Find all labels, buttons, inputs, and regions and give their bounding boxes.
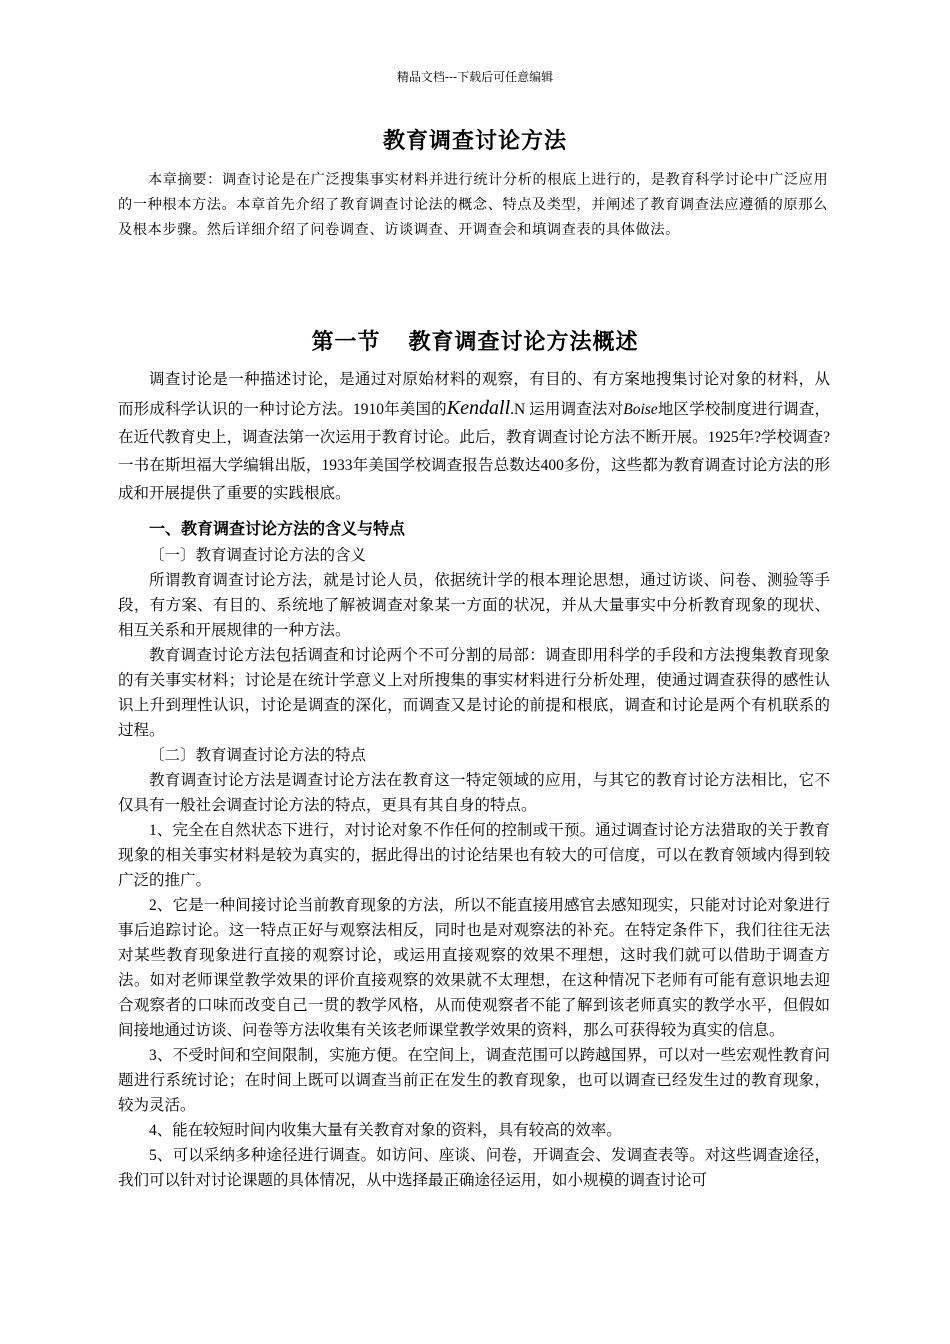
- subheading-1: 〔一〕教育调查讨论方法的含义: [149, 547, 367, 564]
- section-name: 教育调查讨论方法概述: [408, 330, 639, 355]
- subheading-2: 〔二〕教育调查讨论方法的特点: [149, 747, 367, 764]
- section-title: [0, 325, 950, 356]
- document-title: 教育调查讨论方法: [382, 129, 567, 154]
- feature-item-2: 2、它是一种间接讨论当前教育现象的方法，所以不能直接用感官去感知现实，只能对讨论对象进行事后追踪讨论。这一特点正好与观察法相反，同时也是对观察法的补充。在特定条件下，我们往往无法对某些教育现象进行直接的观察讨论，或运用直接观察的效果不理想，这时我们就可以借助于调查方法。如对老师课堂教学效果的评价直接观察的效果就不太理想，在这种情况下老师有可能有意识地去迎合观察者的口味而改变自己一贯的教学风格，从而使观察者不能了解到该老师真实的教学水平，但假如间接地通过访谈、问卷等方法收集有关该老师课堂教学效果的资料，那么可获得较为真实的信息。: [118, 897, 830, 1039]
- feature-item-3: 3、不受时间和空间限制，实施方便。在空间上，调查范围可以跨越国界，可以对一些宏观性教育问题进行系统讨论；在时间上既可以调查当前正在发生的教育现象，也可以调查已经发生过的教育现象，较为灵活。: [118, 1047, 830, 1114]
- heading-1: 一、教育调查讨论方法的含义与特点: [149, 519, 406, 538]
- paragraph-definition-2: 教育调查讨论方法包括调查和讨论两个不可分割的局部：调查即用科学的手段和方法搜集教育现象的有关事实材料；讨论是在统计学意义上对所搜集的事实材料进行分析处理，使通过调查获得的感性认识上升到理性认识，讨论是调查的深化，而调查又是讨论的前提和根底，调查和讨论是两个有机联系的过程。: [118, 647, 830, 739]
- intro-paragraph: 调查讨论是一种描述讨论，是通过对原始材料的观察，有目的、有方案地搜集讨论对象的材料，从而形成科学认识的一种讨论方法。1910年美国的Kendall.N 运用调查法对Boise地区学校制度进行调查，在近代教育史上，调查法第一次运用于教育讨论。此后，教育调查讨论方法不断开展。1925年?学校调查?一书在斯坦福大学编辑出版，1933年美国学校调查报告总数达400多份，这些都为教育调查讨论方法的形成和开展提供了重要的实践根底。: [118, 371, 830, 502]
- abstract: [118, 168, 830, 243]
- section-number: 第一节: [311, 330, 381, 355]
- kendall-name: Kendall: [446, 397, 511, 419]
- body-text: [118, 366, 830, 508]
- feature-item-4: 4、能在较短时间内收集大量有关教育对象的资料，具有较高的效率。: [149, 1122, 622, 1139]
- feature-item-1: 1、完全在自然状态下进行，对讨论对象不作任何的控制或干预。通过调查讨论方法猎取的关于教育现象的相关事实材料是较为真实的，据此得出的讨论结果也有较大的可信度，可以在教育领域内得到较广泛的推广。: [118, 822, 830, 889]
- paragraph-definition-1: 所谓教育调查讨论方法，就是讨论人员，依据统计学的根本理论思想，通过访谈、问卷、测验等手段，有方案、有目的、系统地了解被调查对象某一方面的状况，并从大量事实中分析教育现象的现状、相互关系和开展规律的一种方法。: [118, 572, 830, 639]
- body-text-2: [118, 515, 830, 1193]
- boise-name: Boise: [623, 401, 658, 418]
- abstract-text: 本章摘要：调查讨论是在广泛搜集事实材料并进行统计分析的根底上进行的，是教育科学讨论中广泛应用的一种根本方法。本章首先介绍了教育调查讨论法的概念、特点及类型，并阐述了教育调查法应遵循的原那么及根本步骤。然后详细介绍了问卷调查、访谈调查、开调查会和填调查表的具体做法。: [118, 172, 829, 238]
- feature-item-5: 5、可以采纳多种途径进行调查。如访问、座谈、问卷，开调查会、发调查表等。对这些调查途径，我们可以针对讨论课题的具体情况，从中选择最正确途径运用，如小规模的调查讨论可: [118, 1147, 830, 1189]
- paragraph-features: 教育调查讨论方法是调查讨论方法在教育这一特定领域的应用，与其它的教育讨论方法相比，它不仅具有一般社会调查讨论方法的特点，更具有其自身的特点。: [118, 772, 830, 814]
- page-header: 精品文档---下载后可任意编辑: [396, 70, 554, 84]
